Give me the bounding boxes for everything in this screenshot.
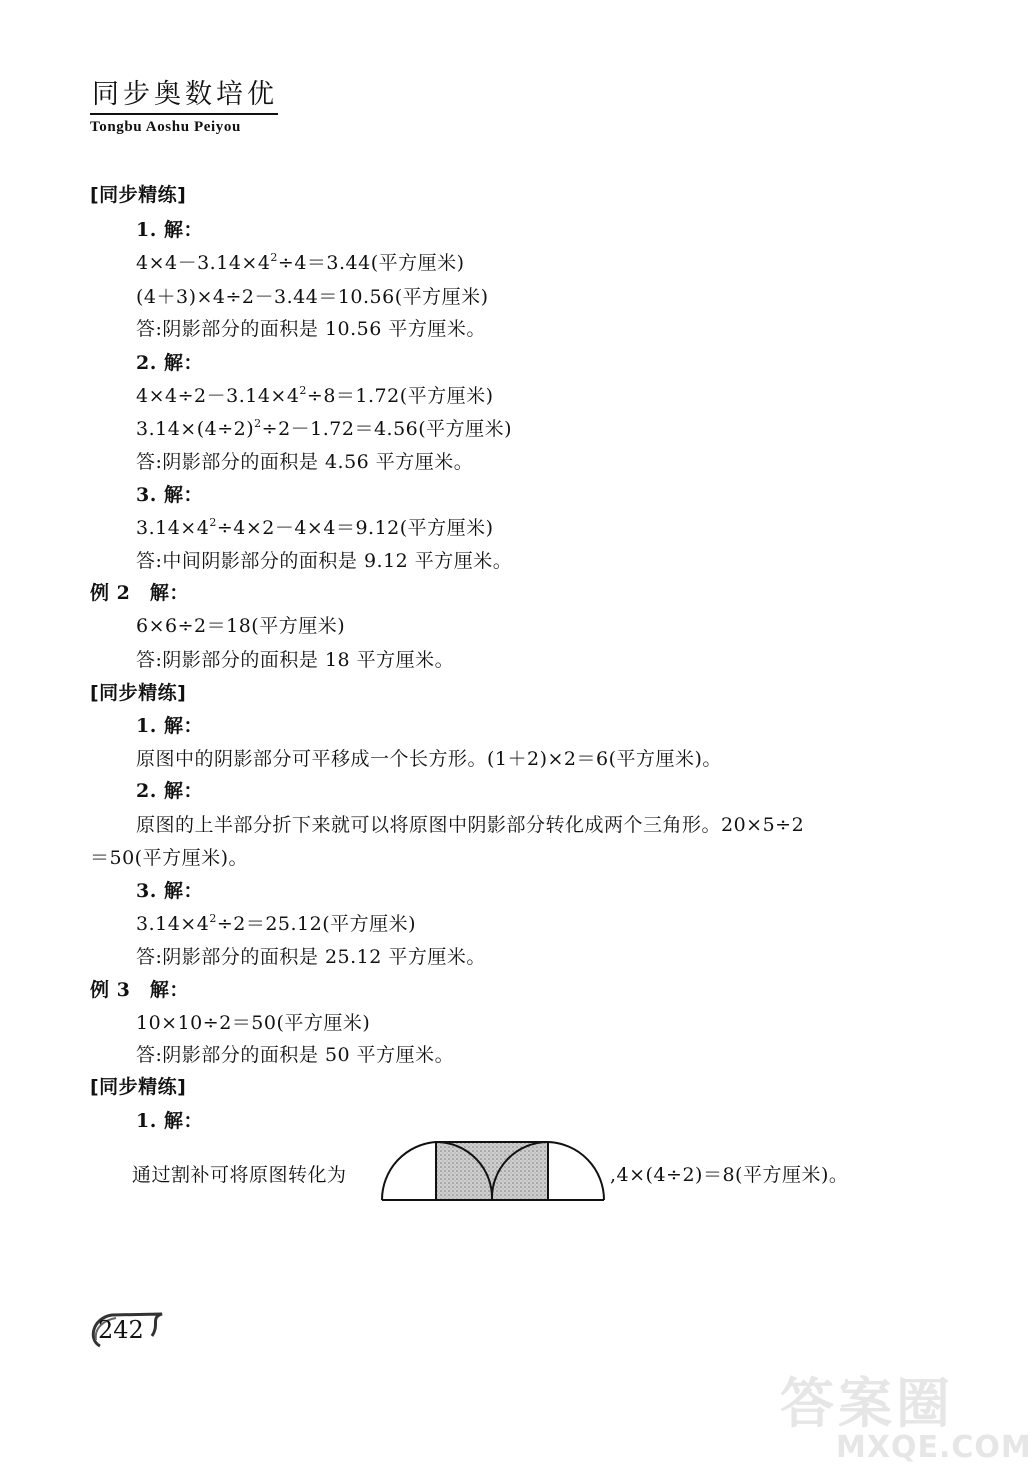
solution-line [136, 942, 486, 969]
exponent: 2 [254, 417, 262, 430]
solution-line [136, 711, 203, 738]
line-text: 3.14×4 [136, 913, 210, 935]
page-number-badge [90, 1310, 170, 1350]
solution-line [136, 810, 804, 837]
solution-line [90, 578, 189, 605]
solution-line [136, 480, 203, 507]
line-text: 3. 解： [136, 484, 203, 506]
solution-line [136, 414, 512, 441]
exponent: 2 [299, 384, 307, 397]
solution-line [136, 1106, 203, 1133]
line-text: 例 3 解： [90, 979, 189, 1001]
line-text-rest: ÷2＝25.12(平方厘米) [216, 913, 417, 935]
header-rule [90, 113, 278, 115]
solution-line [136, 282, 489, 309]
solution-line [90, 678, 186, 705]
solution-line [136, 447, 473, 474]
line-text: 答:中间阴影部分的面积是 9.12 平方厘米。 [136, 550, 513, 572]
solution-line [136, 1008, 370, 1035]
line-text: [同步精练] [90, 682, 187, 704]
header-title-cn: 同步奥数培优 [92, 79, 278, 110]
solution-line [136, 744, 722, 771]
transformed-shape-figure [380, 1138, 608, 1206]
line-text: 答:阴影部分的面积是 25.12 平方厘米。 [136, 946, 486, 968]
solution-line [136, 909, 416, 936]
final-answer-suffix: ,4×(4÷2)＝8(平方厘米)。 [610, 1164, 849, 1186]
solution-line [136, 348, 203, 375]
line-text: 3.14×(4÷2) [136, 418, 255, 440]
solution-line [90, 180, 186, 207]
solution-line [136, 381, 494, 408]
exponent: 2 [209, 912, 217, 925]
watermark-url: MXQE.COM [836, 1430, 1032, 1465]
line-text-rest: ÷2－1.72＝4.56(平方厘米) [261, 418, 513, 440]
solution-line [136, 513, 494, 540]
solution-line [136, 611, 345, 638]
exponent: 2 [270, 251, 278, 264]
watermark-logo: 答案圈 [780, 1372, 954, 1435]
line-text: 1. 解： [136, 1110, 203, 1132]
final-answer-line [132, 1160, 347, 1187]
line-text: 6×6÷2＝18(平方厘米) [136, 615, 346, 637]
line-text: 1. 解： [136, 715, 203, 737]
left-quarter-arc [382, 1142, 436, 1200]
solution-line [136, 314, 486, 341]
line-text: 10×10÷2＝50(平方厘米) [136, 1012, 371, 1034]
line-text: [同步精练] [90, 1076, 187, 1098]
solution-line [90, 975, 189, 1002]
solution-line [136, 876, 203, 903]
line-text: 2. 解： [136, 352, 203, 374]
line-text-rest: ÷4＝3.44(平方厘米) [277, 252, 465, 274]
solution-line [136, 776, 203, 803]
solution-line [136, 645, 454, 672]
solution-line [136, 248, 465, 275]
solution-line [90, 1072, 186, 1099]
final-answer-suffix-line [610, 1160, 848, 1187]
line-text: [同步精练] [90, 184, 187, 206]
solution-line [136, 546, 512, 573]
line-text: 4×4÷2－3.14×4 [136, 385, 300, 407]
exponent: 2 [209, 516, 217, 529]
line-text: 3. 解： [136, 880, 203, 902]
watermark [780, 1372, 1032, 1465]
line-text: 答:阴影部分的面积是 50 平方厘米。 [136, 1044, 455, 1066]
line-text: 1. 解： [136, 219, 203, 241]
line-text: (4＋3)×4÷2－3.44＝10.56(平方厘米) [136, 286, 489, 308]
line-text-rest: ÷4×2－4×4＝9.12(平方厘米) [216, 517, 494, 539]
line-text: 3.14×4 [136, 517, 210, 539]
line-text: 答:阴影部分的面积是 18 平方厘米。 [136, 649, 455, 671]
solution-line [90, 843, 248, 870]
line-text: 原图的上半部分折下来就可以将原图中阴影部分转化成两个三角形。20×5÷2 [136, 814, 805, 836]
line-text: 原图中的阴影部分可平移成一个长方形。(1＋2)×2＝6(平方厘米)。 [136, 748, 722, 770]
line-text: 2. 解： [136, 780, 203, 802]
line-text: 答:阴影部分的面积是 4.56 平方厘米。 [136, 451, 474, 473]
line-text: 答:阴影部分的面积是 10.56 平方厘米。 [136, 318, 486, 340]
line-text-rest: ÷8＝1.72(平方厘米) [306, 385, 494, 407]
line-text: 例 2 解： [90, 582, 189, 604]
right-quarter-arc [548, 1142, 604, 1200]
solution-line [136, 1040, 454, 1067]
final-answer-prefix: 通过割补可将原图转化为 [132, 1164, 347, 1186]
line-text: ＝50(平方厘米)。 [90, 847, 249, 869]
solution-line [136, 215, 203, 242]
line-text: 4×4－3.14×4 [136, 252, 271, 274]
running-header [90, 72, 278, 136]
page-number: 242 [98, 1316, 144, 1344]
header-title-en: Tongbu Aoshu Peiyou [90, 119, 241, 135]
